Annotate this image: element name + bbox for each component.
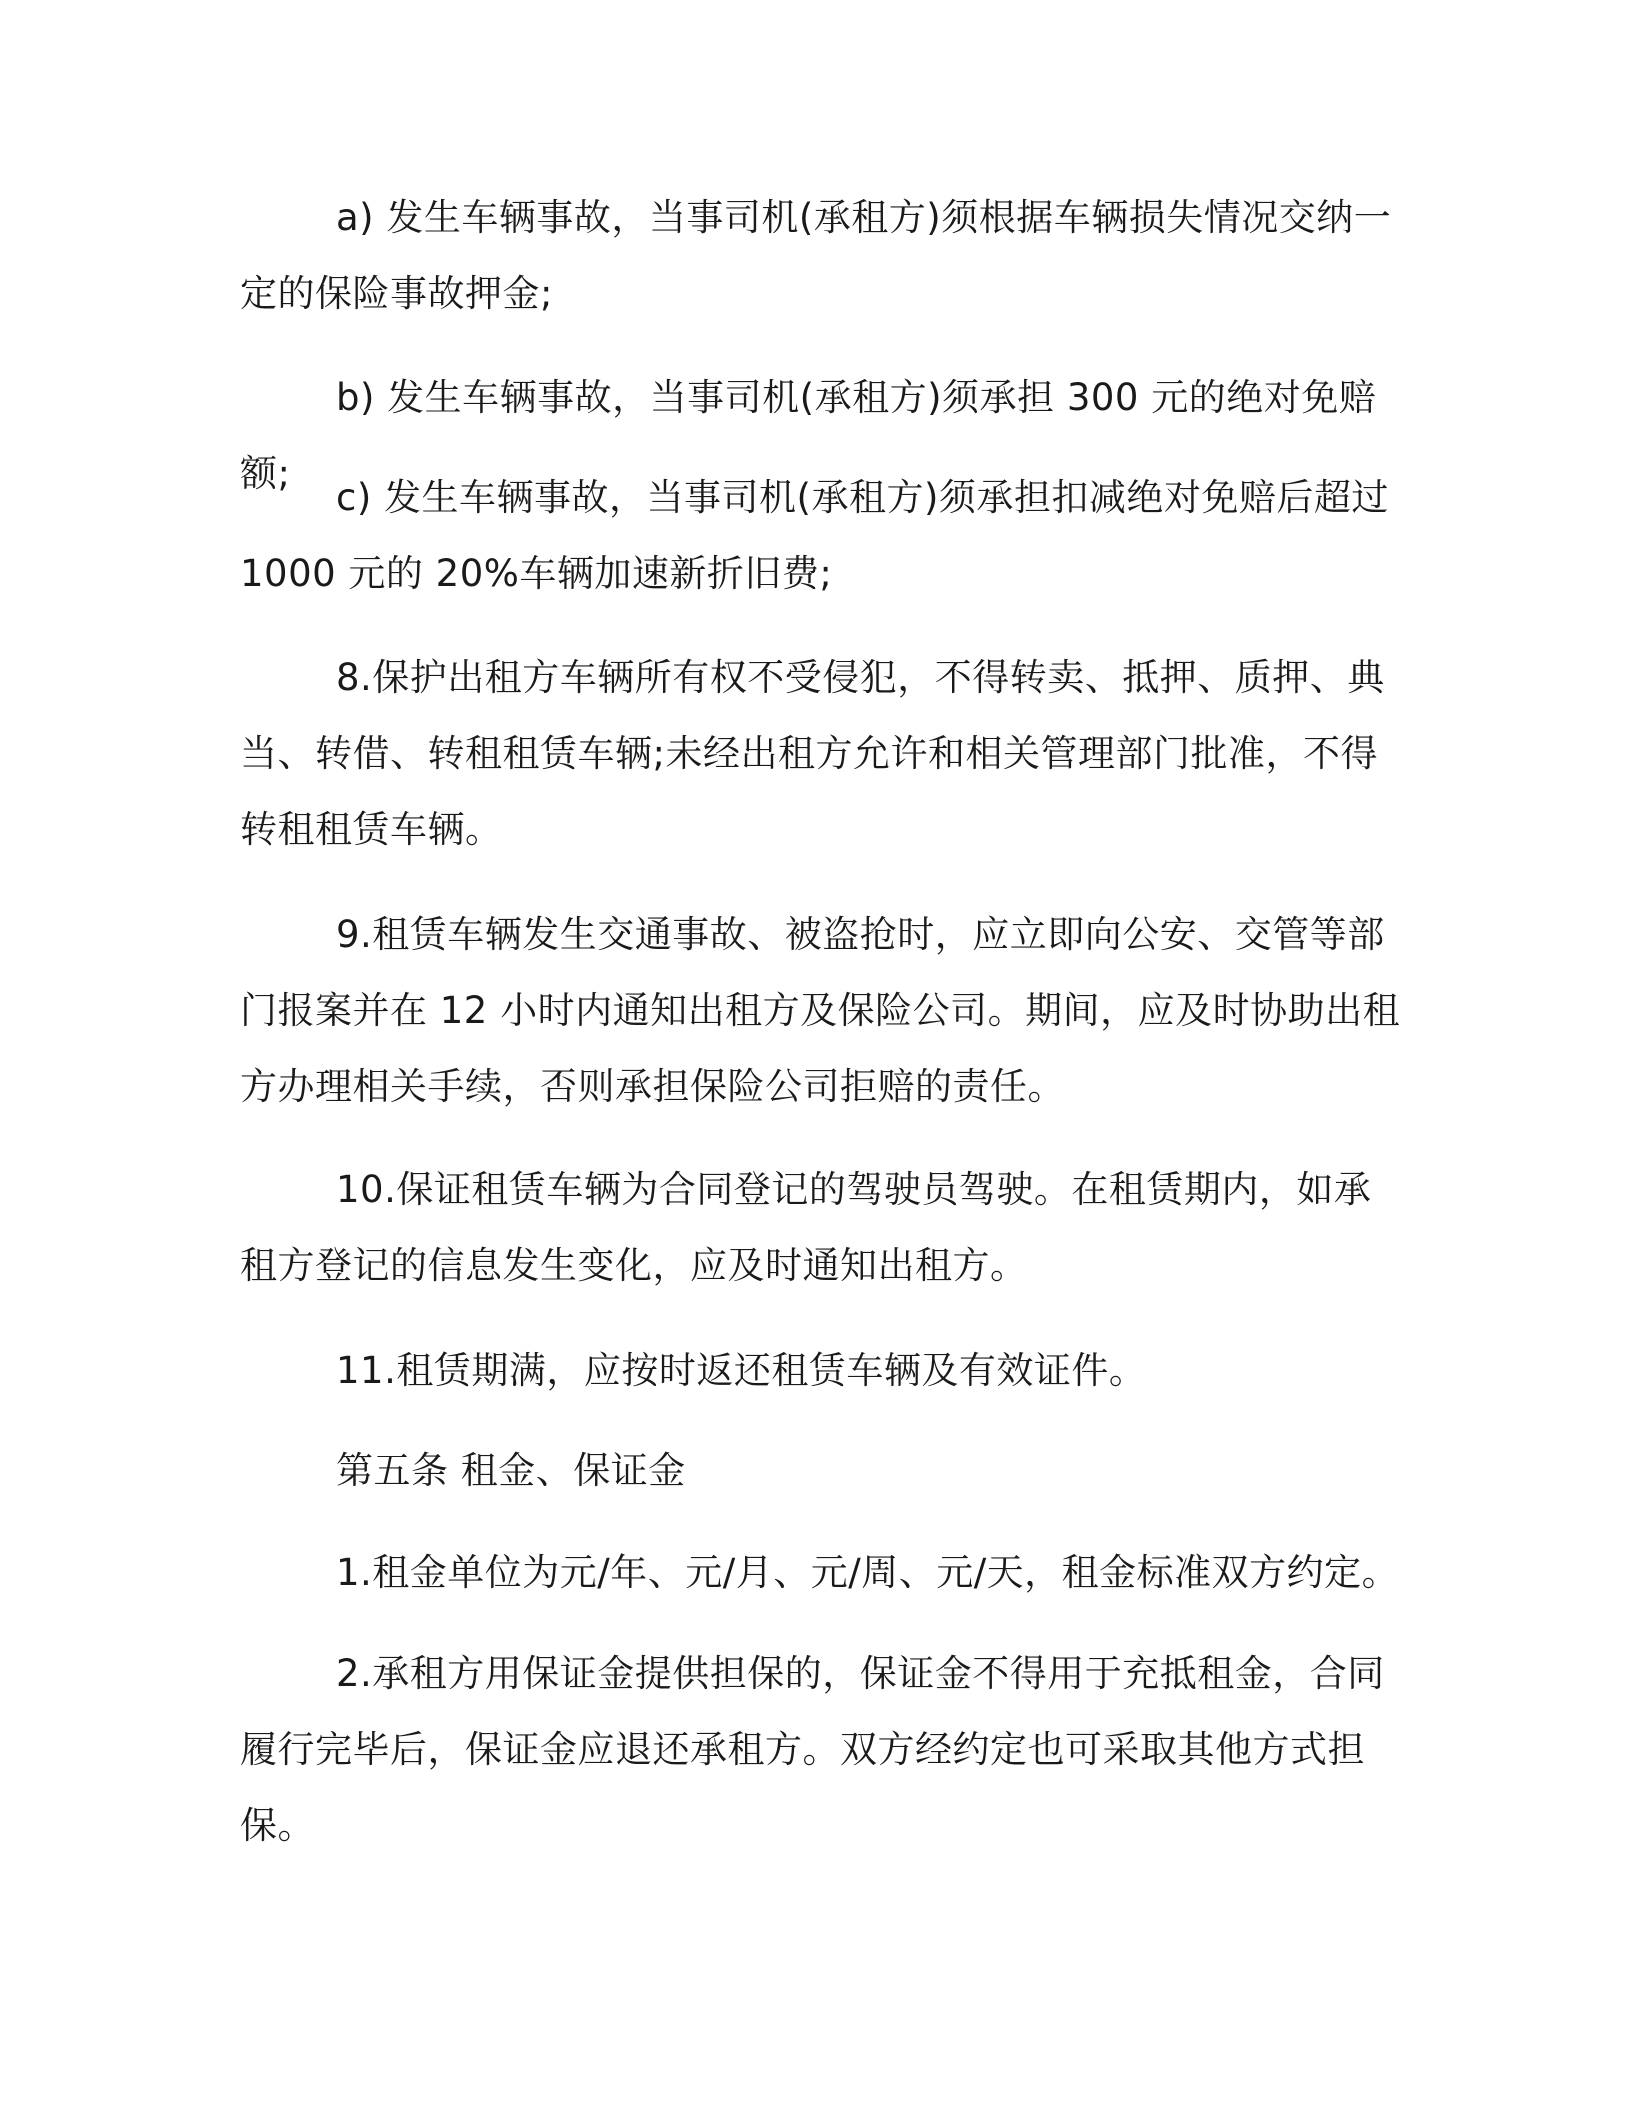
paragraph-item-9: 9.租赁车辆发生交通事故、被盗抢时，应立即向公安、交管等部门报案并在 12 小时内通知出租方及保险公司。期间，应及时协助出租方办理相关手续，否则承担保险公司拒赔的责任。 bbox=[240, 913, 1401, 1108]
paragraph-depreciation: c) 发生车辆事故，当事司机(承租方)须承担扣减绝对免赔后超过 1000 元的 20%车辆加速新折旧费; bbox=[240, 476, 1389, 595]
paragraph-item-10: 10.保证租赁车辆为合同登记的驾驶员驾驶。在租赁期内，如承租方登记的信息发生变化，应及时通知出租方。 bbox=[240, 1168, 1372, 1287]
paragraph-item-11: 11.租赁期满，应按时返还租赁车辆及有效证件。 bbox=[336, 1349, 1147, 1392]
paragraph-rent-unit: 1.租金单位为元/年、元/月、元/周、元/天，租金标准双方约定。 bbox=[336, 1551, 1400, 1594]
paragraph-item-8: 8.保护出租方车辆所有权不受侵犯，不得转卖、抵押、质押、典当、转借、转租租赁车辆;未经出租方允许和相关管理部门批准，不得转租租赁车辆。 bbox=[240, 656, 1385, 851]
paragraph-deposit-guarantee: 2.承租方用保证金提供担保的，保证金不得用于充抵租金，合同履行完毕后，保证金应退还承租方。双方经约定也可采取其他方式担保。 bbox=[240, 1652, 1385, 1847]
paragraph-deductible: b) 发生车辆事故，当事司机(承租方)须承担 300 元的绝对免赔额; bbox=[240, 376, 1377, 495]
section-heading-article-5: 第五条 租金、保证金 bbox=[336, 1449, 686, 1492]
paragraph-accident-deposit: a) 发生车辆事故，当事司机(承租方)须根据车辆损失情况交纳一定的保险事故押金; bbox=[240, 196, 1392, 315]
